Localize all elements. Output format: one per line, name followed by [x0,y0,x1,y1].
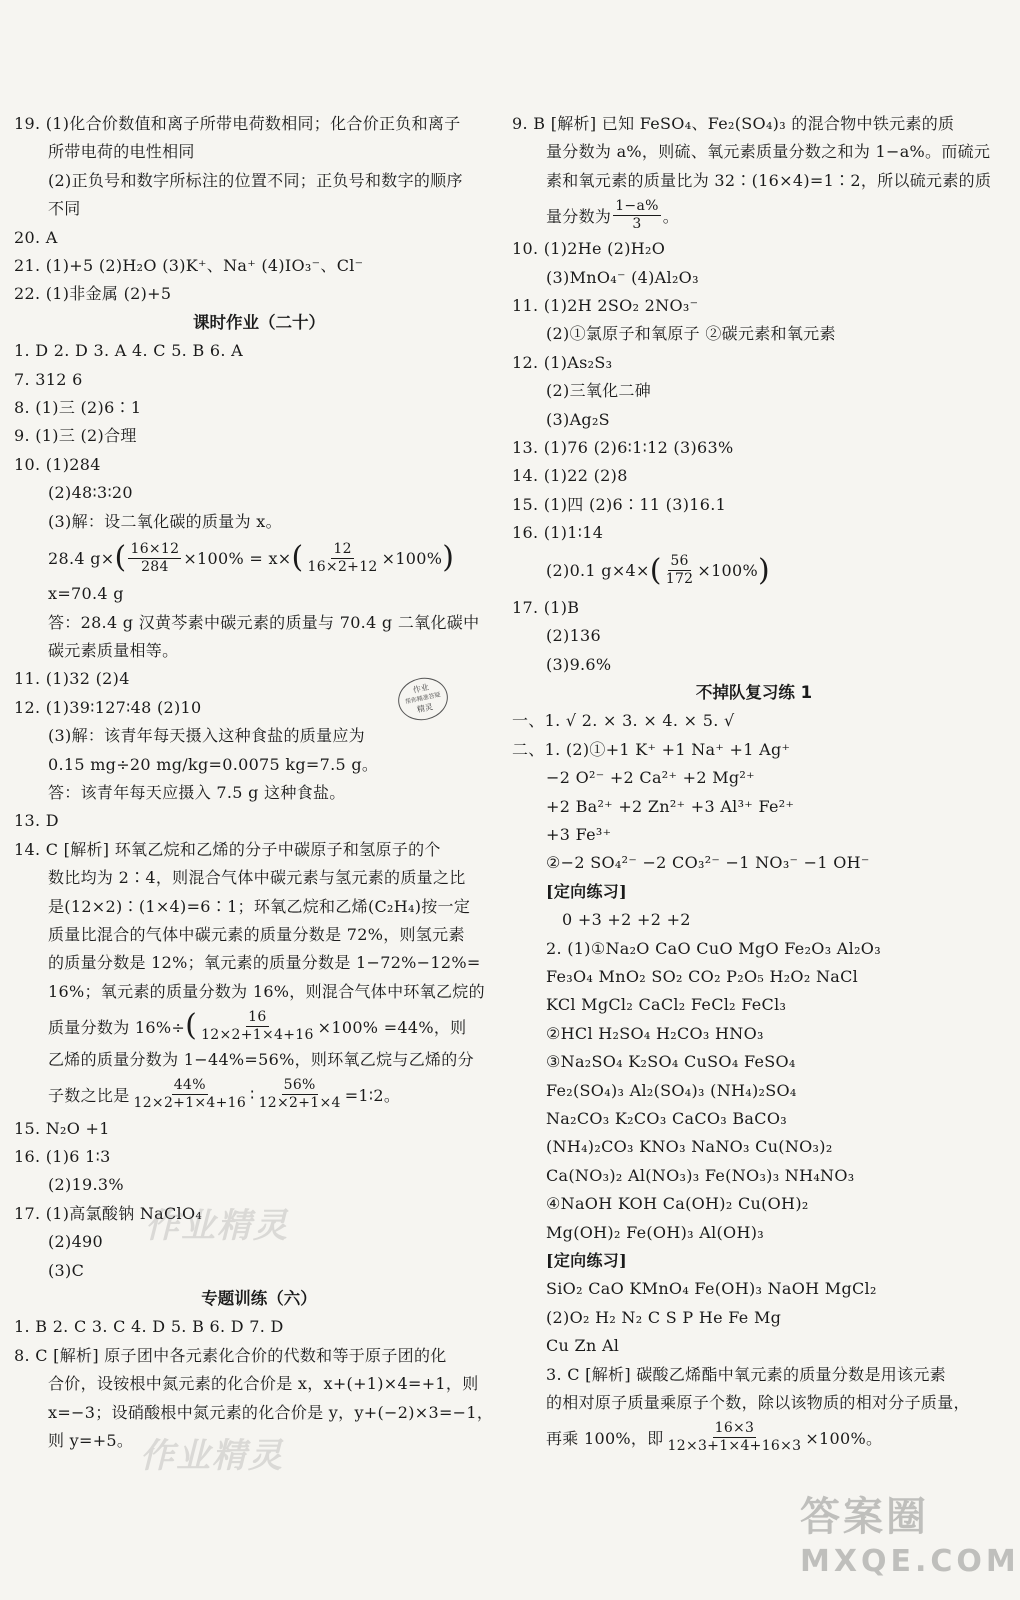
fraction [132,1077,249,1112]
answer-line: 12. (1)39∶127∶48 (2)10 [14,697,202,717]
answer-line: 0 +3 +2 +2 +2 [562,910,691,930]
answer-line: 碳元素质量相等。 [48,640,179,660]
answer-line: 乙烯的质量分数为 1−44%=56%，则环氧乙烷与乙烯的分 [48,1050,474,1070]
answer-line: 的质量分数是 12%；氧元素的质量分数是 1−72%−12%= [48,953,481,973]
answer-line: −2 O²⁻ +2 Ca²⁺ +2 Mg²⁺ [546,768,755,788]
answer-line: (2)①氯原子和氧原子 ②碳元素和氧元素 [546,324,836,344]
denominator: 284 [141,558,169,575]
answer-line: 9. B [解析] 已知 FeSO₄、Fe₂(SO₄)₃ 的混合物中铁元素的质 [512,114,955,133]
answer-line: ④NaOH KOH Ca(OH)₂ Cu(OH)₂ [546,1194,809,1214]
answer-line: 10. (1)2He (2)H₂O [512,239,666,259]
paren: ( [114,540,127,576]
answer-line: 则 y=+5。 [48,1431,134,1451]
numerator: 16×3 [714,1419,755,1436]
eq-text: 28.4 g× [48,548,115,568]
answer-line: 15. N₂O +1 [14,1118,110,1138]
answer-line: +3 Fe³⁺ [546,824,612,844]
equation-10 [14,536,504,580]
answer-line: (3)Ag₂S [546,409,610,429]
answer-line: 13. D [14,811,59,831]
stamp-text: 作业 [412,682,430,695]
numerator: 1−a% [615,197,659,214]
answer-line: 的相对原子质量乘原子个数，除以该物质的相对分子质量， [546,1393,970,1413]
site-logo [800,1492,1020,1592]
answer-line: 13. (1)76 (2)6∶1∶12 (3)63% [512,438,734,458]
eq-text: 质量分数为 16%÷ [48,1017,186,1037]
fraction [199,1009,316,1044]
left-column [14,110,504,1455]
answer-line: 3. C [解析] 碳酸乙烯酯中氧元素的质量分数是用该元素 [546,1364,946,1384]
answer-line: 1. B 2. C 3. C 4. D 5. B 6. D 7. D [14,1317,284,1337]
numerator: 56 [670,553,689,570]
right-column [512,110,996,1457]
eq-text: ×100% [697,561,759,581]
eq-text: ×100%。 [805,1428,883,1448]
answer-line: 8. (1)三 (2)6∶1 [14,398,142,418]
stamp-text: 帮你精准答疑 [404,691,442,706]
answer-line: (2)O₂ H₂ N₂ C S P He Fe Mg [546,1307,782,1327]
answer-line: Mg(OH)₂ Fe(OH)₃ Al(OH)₃ [546,1222,764,1242]
section-title: 专题训练（六） [201,1289,317,1309]
equation-9 [512,195,996,235]
eq-text: ∶ [250,1085,255,1105]
answer-line: 14. (1)22 (2)8 [512,466,628,486]
answer-line: Ca(NO₃)₂ Al(NO₃)₃ Fe(NO₃)₃ NH₄NO₃ [546,1165,855,1185]
fraction [306,541,380,576]
answer-line: 所带电荷的电性相同 [48,142,195,162]
answer-line: 20. A [14,227,58,247]
answer-line: Cu Zn Al [546,1336,620,1356]
eq-text: 量分数为 [546,206,612,226]
answer-line: 1. D 2. D 3. A 4. C 5. B 6. A [14,341,244,361]
answer-line: 16. (1)1∶14 [512,523,604,543]
answer-line: 10. (1)284 [14,454,101,474]
answer-line: 不同 [48,199,81,219]
answer-line: 19. (1)化合价数值和离子所带电荷数相同；化合价正负和离子 [14,114,461,133]
answer-line: 12. (1)As₂S₃ [512,352,613,372]
answer-line: 16%；氧元素的质量分数为 16%，则混合气体中环氧乙烷的 [48,981,485,1001]
answer-line: 素和氧元素的质量比为 32∶(16×4)=1∶2，所以硫元素的质 [546,170,992,190]
numerator: 12 [333,540,352,557]
watermark: 作业精灵 [145,1206,289,1246]
answer-line: 答：该青年每天应摄入 7.5 g 这种食盐。 [48,782,346,802]
answer-line: KCl MgCl₂ CaCl₂ FeCl₂ FeCl₃ [546,995,787,1015]
logo-url: MXQE.COM [800,1544,1020,1579]
numerator: 44% [173,1077,206,1094]
watermark: 作业精灵 [140,1436,284,1476]
answer-line: 14. C [解析] 环氧乙烷和乙烯的分子中碳原子和氢原子的个 [14,839,441,859]
answer-line: 17. (1)高氯酸钠 NaClO₄ [14,1203,203,1223]
answer-line: +2 Ba²⁺ +2 Zn²⁺ +3 Al³⁺ Fe²⁺ [546,796,795,816]
eq-text: ×100% =44%，则 [317,1017,467,1037]
answer-line: 15. (1)四 (2)6∶11 (3)16.1 [512,494,727,514]
answer-line: ②HCl H₂SO₄ H₂CO₃ HNO₃ [546,1023,764,1043]
paren: ) [442,540,455,576]
answer-line: 22. (1)非金属 (2)+5 [14,284,172,304]
paren: ( [185,1008,198,1044]
fraction [128,541,181,576]
answer-line: 是(12×2)∶(1×4)=6∶1；环氧乙烷和乙烯(C₂H₄)按一定 [48,896,471,916]
answer-line: (2)48∶3∶20 [48,483,133,503]
answer-line: Fe₃O₄ MnO₂ SO₂ CO₂ P₂O₅ H₂O₂ NaCl [546,966,859,986]
answer-line: 一、1. √ 2. × 3. × 4. × 5. √ [512,711,735,731]
answer-line: 7. 312 6 [14,369,83,389]
equation-16 [512,548,996,594]
fraction [664,553,696,588]
denominator: 12×2+1×4 [258,1095,341,1112]
denominator: 12×2+1×4+16 [201,1026,314,1043]
denominator: 16×2+12 [307,558,378,575]
section-title: 课时作业（二十） [193,312,325,332]
answer-line: (NH₄)₂CO₃ KNO₃ NaNO₃ Cu(NO₃)₂ [546,1137,833,1157]
practice-tag: [定向练习] [546,1251,627,1271]
answer-line: (2)19.3% [48,1175,124,1195]
answer-line: (2)正负号和数字所标注的位置不同；正负号和数字的顺序 [48,170,463,190]
fraction [613,198,661,233]
answer-line: (2)三氧化二砷 [546,381,652,401]
answer-line: 合价，设铵根中氮元素的化合价是 x，x+(+1)×4=+1，则 [48,1374,479,1394]
answer-line: SiO₂ CaO KMnO₄ Fe(OH)₃ NaOH MgCl₂ [546,1279,877,1299]
numerator: 16 [248,1008,267,1025]
answer-line: 11. (1)2H 2SO₂ 2NO₃⁻ [512,296,699,316]
logo-text: 答案圈 [800,1494,929,1540]
answer-line: 数比均为 2∶4，则混合气体中碳元素与氢元素的质量之比 [48,868,466,888]
paren: ) [758,552,771,588]
numerator: 16×12 [130,540,180,557]
equation-14a [14,1006,504,1046]
denominator: 12×3+1×4+16×3 [667,1437,802,1454]
answer-line: ②−2 SO₄²⁻ −2 CO₃²⁻ −1 NO₃⁻ −1 OH⁻ [546,853,870,873]
answer-line: (2)490 [48,1232,104,1252]
section-title: 不掉队复习练 1 [695,682,813,702]
answer-line: 2. (1)①Na₂O CaO CuO MgO Fe₂O₃ Al₂O₃ [546,938,881,958]
stamp-text: 精灵 [416,702,434,715]
paren: ( [649,552,662,588]
answer-line: x=−3；设硝酸根中氮元素的化合价是 y，y+(−2)×3=−1， [48,1402,494,1422]
answer-line: ③Na₂SO₄ K₂SO₄ CuSO₄ FeSO₄ [546,1052,796,1072]
eq-text: 再乘 100%，即 [546,1428,664,1448]
answer-line: 17. (1)B [512,597,580,617]
answer-line: (3)解：设二氧化碳的质量为 x。 [48,511,282,531]
answer-line: (3)MnO₄⁻ (4)Al₂O₃ [546,267,699,287]
denominator: 3 [632,215,642,232]
answer-line: (3)解：该青年每天摄入这种食盐的质量应为 [48,726,365,746]
answer-line: 11. (1)32 (2)4 [14,669,130,689]
eq-text: (2)0.1 g×4× [546,561,650,581]
eq-text: =1∶2。 [344,1086,401,1106]
fraction [257,1077,343,1112]
answer-line: 量分数为 a%，则硫、氧元素质量分数之和为 1−a%。而硫元 [546,142,991,162]
answer-line: x=70.4 g [48,584,124,604]
answer-line: 答：28.4 g 汉黄芩素中碳元素的质量与 70.4 g 二氧化碳中 [48,612,480,632]
answer-line: 8. C [解析] 原子团中各元素化合价的代数和等于原子团的化 [14,1345,447,1365]
equation-14c [14,1075,504,1115]
answer-line: 二、1. (2)①+1 K⁺ +1 Na⁺ +1 Ag⁺ [512,739,791,759]
answer-line: 9. (1)三 (2)合理 [14,426,137,446]
answer-line: (2)136 [546,626,602,646]
answer-line: (3)9.6% [546,654,612,674]
answer-line: 16. (1)6 1∶3 [14,1147,111,1166]
answer-line: 21. (1)+5 (2)H₂O (3)K⁺、Na⁺ (4)IO₃⁻、Cl⁻ [14,256,364,276]
practice-tag: [定向练习] [546,881,627,901]
fraction [666,1420,804,1455]
answer-line: Na₂CO₃ K₂CO₃ CaCO₃ BaCO₃ [546,1109,787,1128]
eq-text: ×100% = x× [183,548,292,568]
paren: ( [291,540,304,576]
answer-line: Fe₂(SO₄)₃ Al₂(SO₄)₃ (NH₄)₂SO₄ [546,1080,797,1100]
eq-text: ×100% [381,548,443,568]
eq-text: 子数之比是 [48,1086,130,1106]
numerator: 56% [283,1077,316,1094]
denominator: 12×2+1×4+16 [133,1095,247,1112]
eq-text: 。 [662,206,680,226]
answer-line: (3)C [48,1260,85,1280]
denominator: 172 [665,571,694,588]
equation-3 [512,1417,996,1457]
answer-line: 质量比混合的气体中碳元素的质量分数是 72%，则氢元素 [48,924,465,944]
answer-line: 0.15 mg÷20 mg/kg=0.0075 kg=7.5 g。 [48,754,379,774]
